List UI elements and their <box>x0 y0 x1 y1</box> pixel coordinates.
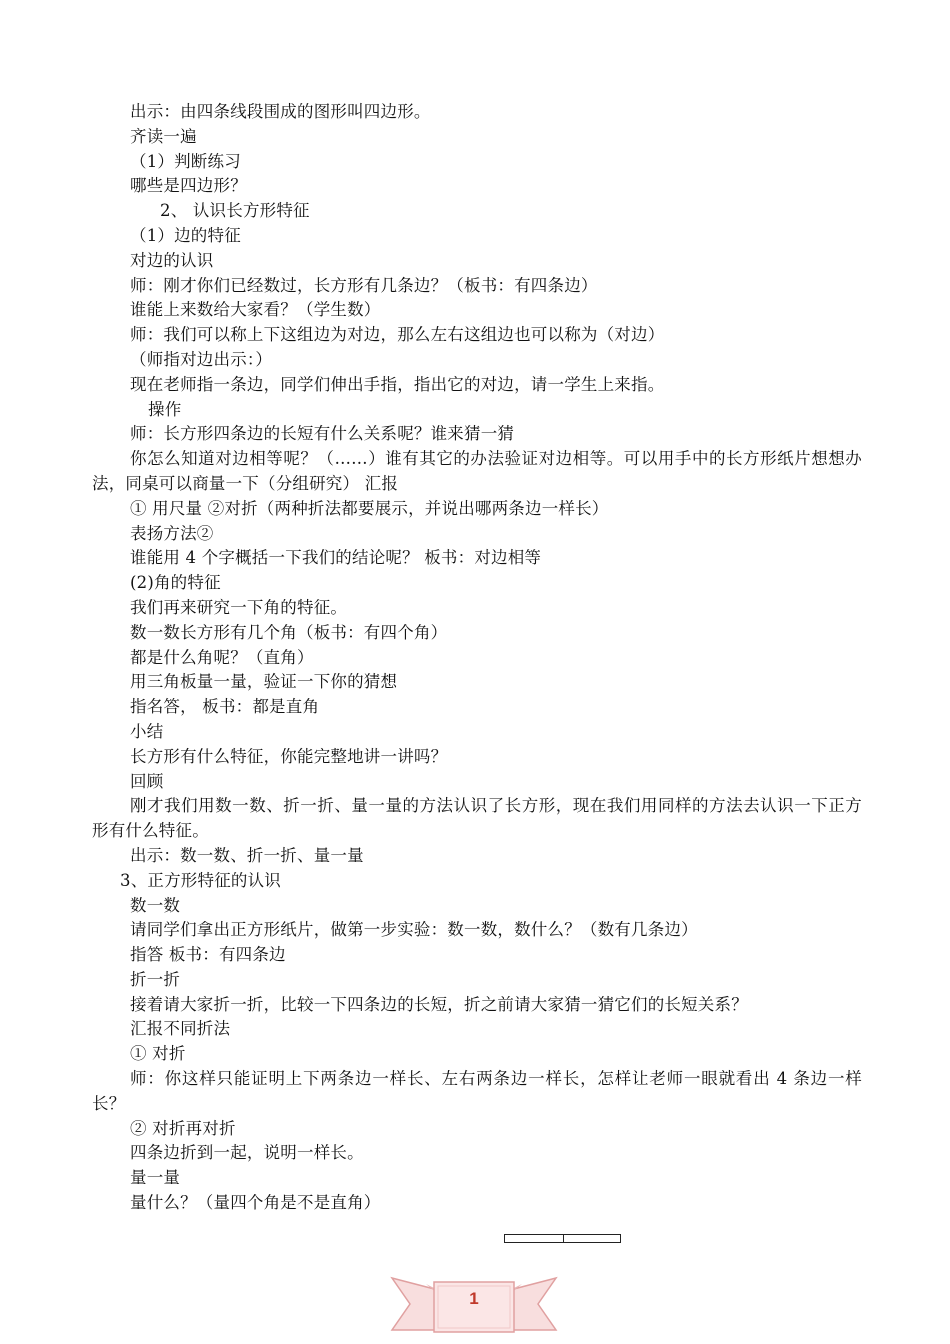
text-line: 量什么？（量四个角是不是直角） <box>130 1193 381 1213</box>
text-line: 数一数长方形有几个角（板书：有四个角） <box>130 622 448 642</box>
text-paragraph: 师：你这样只能证明上下两条边一样长、左右两条边一样长，怎样让老师一眼就看出 4 条边一样长？ <box>92 1069 862 1113</box>
text-line: 操作 <box>148 399 182 419</box>
text-line: 接着请大家折一折，比较一下四条边的长短，折之前请大家猜一猜它们的长短关系？ <box>130 994 748 1014</box>
text-paragraph: 刚才我们用数一数、折一折、量一量的方法认识了长方形，现在我们用同样的方法去认识一下正方形有什么特征。 <box>92 796 862 841</box>
text-line: 我们再来研究一下角的特征。 <box>130 597 348 617</box>
text-line: 师：刚才你们已经数过，长方形有几条边？（板书：有四条边） <box>130 275 598 295</box>
text-line: 回顾 <box>130 771 164 791</box>
text-line: 哪些是四边形？ <box>130 176 247 196</box>
text-paragraph: 你怎么知道对边相等呢？（……）谁有其它的办法验证对边相等。可以用手中的长方形纸片想想办法，同桌可以商量一下（分组研究） 汇报 <box>92 449 862 493</box>
text-line: 长方形有什么特征，你能完整地讲一讲吗？ <box>130 746 448 766</box>
table-border-mark <box>504 1234 621 1243</box>
text-line: 用三角板量一量，验证一下你的猜想 <box>130 672 398 692</box>
text-line: 都是什么角呢？（直角） <box>130 647 314 667</box>
text-line: （1）判断练习 <box>130 151 241 171</box>
table-divider <box>563 1235 564 1242</box>
text-line: 量一量 <box>130 1168 181 1188</box>
section-heading: 3、正方形特征的认识 <box>120 870 281 890</box>
section-heading: 2、 认识长方形特征 <box>160 201 310 221</box>
document-body <box>92 100 862 1216</box>
page-number: 1 <box>469 1289 479 1308</box>
text-line: 指答 板书：有四条边 <box>130 945 286 965</box>
text-line: 师：我们可以称上下这组边为对边，那么左右这组边也可以称为（对边） <box>130 325 665 345</box>
text-line: 出示：由四条线段围成的图形叫四边形。 <box>130 102 431 121</box>
text-line: ① 用尺量 ②对折（两种折法都要展示，并说出哪两条边一样长） <box>130 498 609 518</box>
text-line: （1）边的特征 <box>130 225 241 245</box>
text-line: 数一数 <box>130 895 181 915</box>
text-line: 对边的认识 <box>130 250 214 270</box>
text-line: 指名答， 板书：都是直角 <box>130 697 320 717</box>
text-line: 小结 <box>130 721 164 741</box>
text-line: ② 对折再对折 <box>130 1118 236 1138</box>
text-line: 汇报不同折法 <box>130 1019 231 1039</box>
text-line: 出示：数一数、折一折、量一量 <box>130 845 364 865</box>
text-line: 表扬方法② <box>130 523 214 543</box>
text-line: 折一折 <box>130 969 181 989</box>
text-line: 齐读一遍 <box>130 126 197 146</box>
text-line: 四条边折到一起，说明一样长。 <box>130 1143 364 1163</box>
text-line: 谁能用 4 个字概括一下我们的结论呢？ 板书：对边相等 <box>130 548 542 568</box>
text-line: 请同学们拿出正方形纸片，做第一步实验：数一数，数什么？（数有几条边） <box>130 920 698 940</box>
text-line: 师：长方形四条边的长短有什么关系呢？谁来猜一猜 <box>130 424 515 444</box>
text-line: ① 对折 <box>130 1044 186 1064</box>
text-line: （师指对边出示：） <box>130 349 273 369</box>
text-line: 谁能上来数给大家看？（学生数） <box>130 300 381 320</box>
text-line: (2)角的特征 <box>130 573 221 593</box>
text-line: 现在老师指一条边，同学们伸出手指，指出它的对边，请一学生上来指。 <box>130 374 665 394</box>
